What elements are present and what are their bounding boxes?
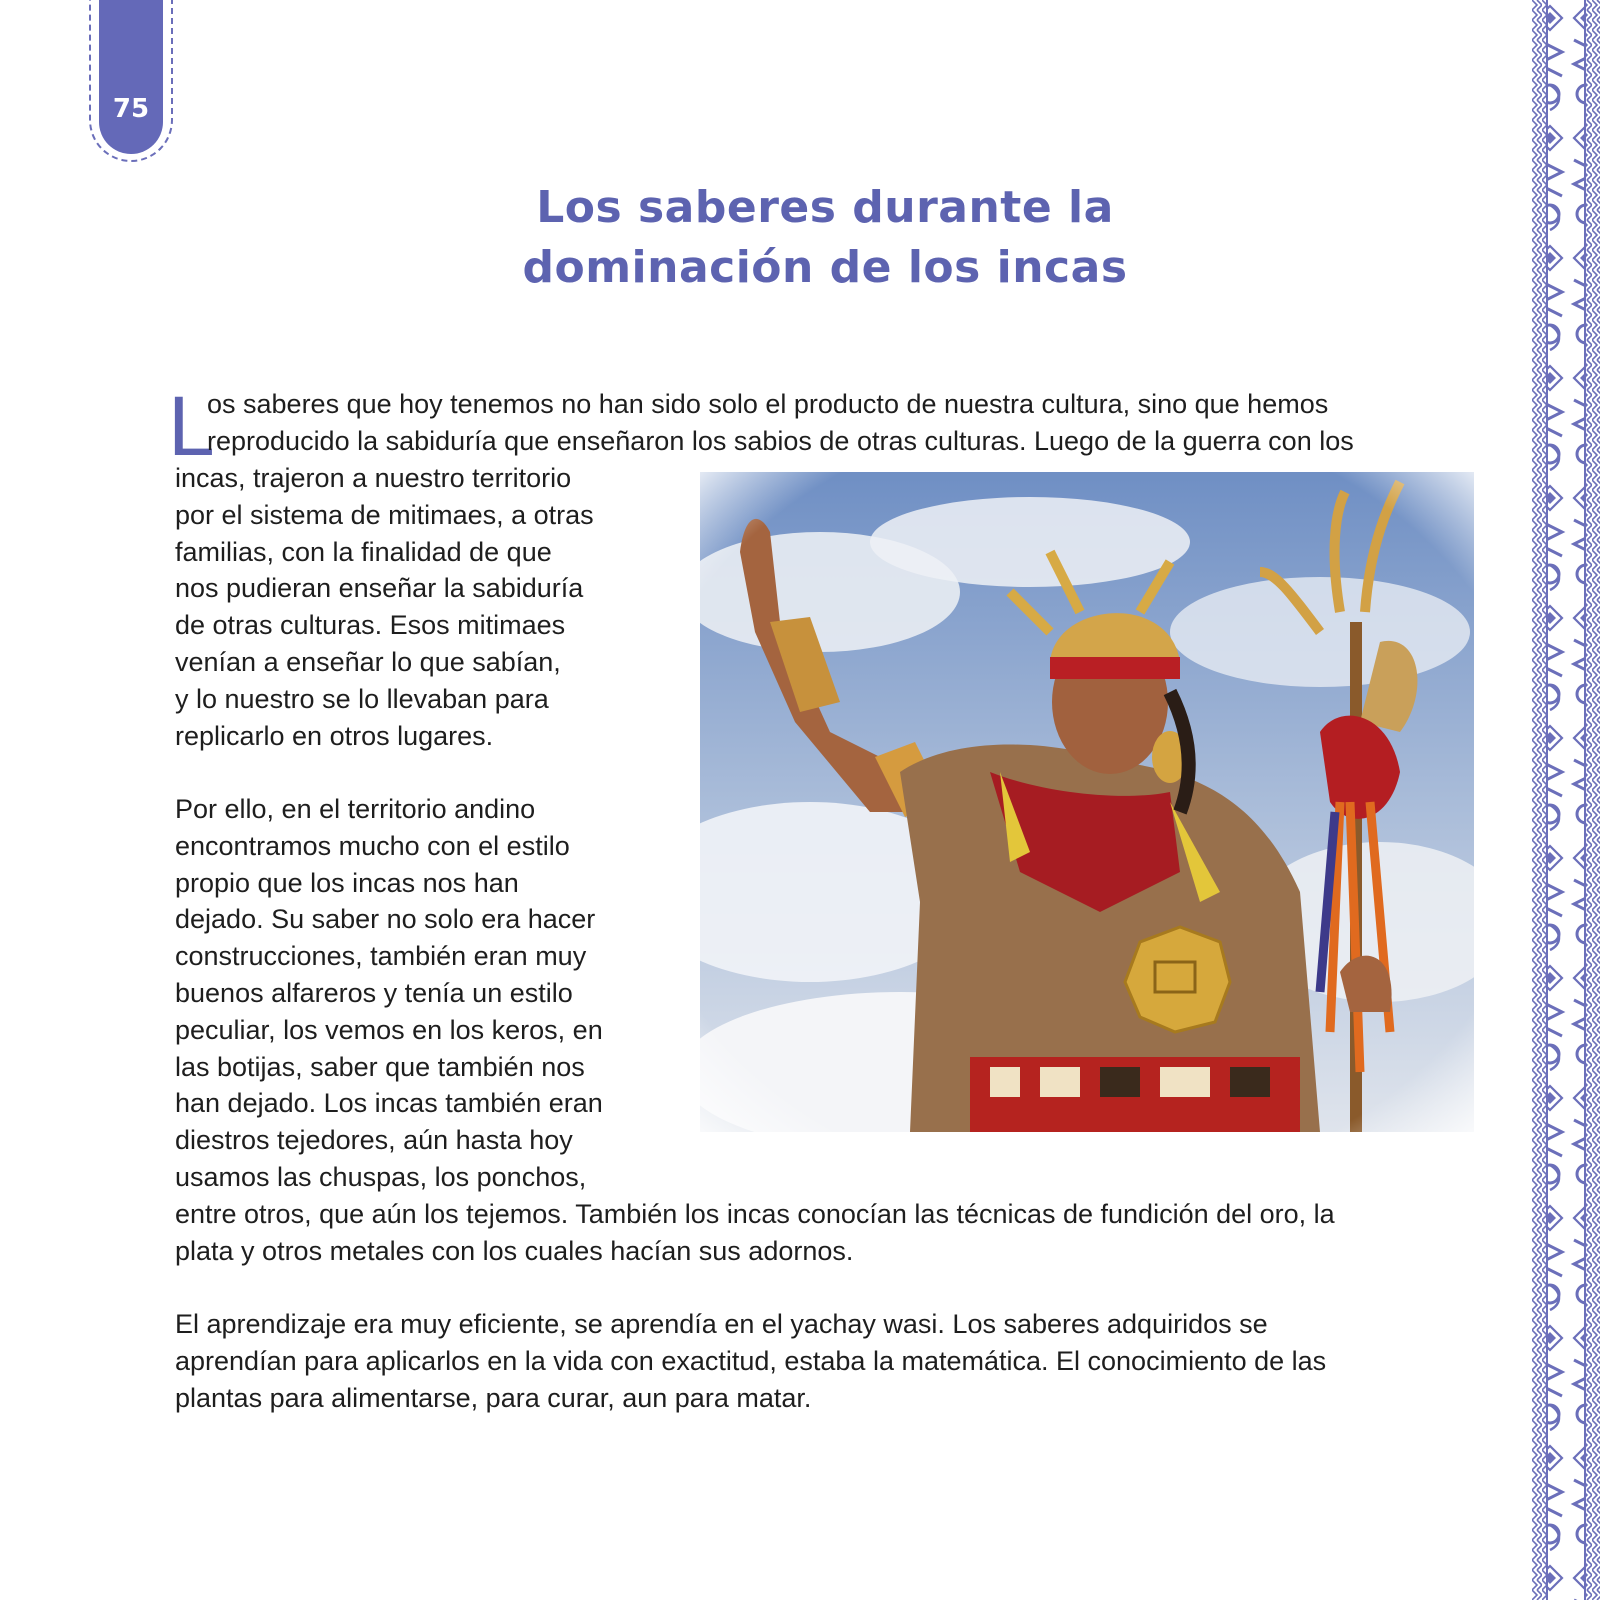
text-line: entre otros, que aún los tejemos. También los incas conocían las técnicas de fundición del oro, la <box>175 1199 1335 1229</box>
drop-cap: L <box>168 379 215 473</box>
text-line: peculiar, los vemos en los keros, en <box>175 1014 603 1045</box>
text-line: venían a enseñar lo que sabían, <box>175 646 561 677</box>
page-number: 75 <box>112 94 150 124</box>
text-line: y lo nuestro se lo llevaban para <box>175 683 549 714</box>
text-line: familias, con la finalidad de que <box>175 536 552 567</box>
text-line: diestros tejedores, aún hasta hoy <box>175 1125 573 1156</box>
text-line: nos pudieran enseñar la sabiduría <box>175 573 584 604</box>
text-line: encontramos mucho con el estilo <box>175 830 570 861</box>
text-line: de otras culturas. Esos mitimaes <box>175 610 566 641</box>
text-line: construcciones, también eran muy <box>175 941 587 972</box>
text-line: las botijas, saber que también nos <box>175 1051 585 1082</box>
text-line: plata y otros metales con los cuales hacían sus adornos. <box>175 1235 854 1266</box>
text-line: han dejado. Los incas también eran <box>175 1088 603 1119</box>
text-line: os saberes que hoy tenemos no han sido solo el producto de nuestra cultura, sino que hemos <box>207 389 1329 419</box>
text-line: aprendían para aplicarlos en la vida con exactitud, estaba la matemática. El conocimiento de las <box>175 1345 1327 1376</box>
text-line: buenos alfareros y tenía un estilo <box>175 977 573 1008</box>
text-line: plantas para alimentarse, para curar, aun para matar. <box>175 1382 812 1413</box>
inca-photo <box>700 472 1474 1132</box>
page-title <box>420 178 1230 298</box>
decorative-border <box>1532 0 1600 1600</box>
text-line: El aprendizaje era muy eficiente, se aprendía en el yachay wasi. Los saberes adquiridos se <box>175 1309 1268 1339</box>
title-line-1: Los saberes durante la <box>536 182 1114 233</box>
title-line-2: dominación de los incas <box>522 242 1128 293</box>
paragraph-1-side <box>175 460 594 754</box>
text-line: propio que los incas nos han <box>175 867 519 898</box>
paragraph-2-full <box>175 1196 1335 1270</box>
text-line: incas, trajeron a nuestro territorio <box>175 463 572 493</box>
paragraph-1-top <box>207 386 1354 460</box>
paragraph-3 <box>175 1306 1326 1416</box>
paragraph-2-side <box>175 791 603 1196</box>
text-line: usamos las chuspas, los ponchos, <box>175 1161 587 1192</box>
text-line: dejado. Su saber no solo era hacer <box>175 904 596 935</box>
text-line: reproducido la sabiduría que enseñaron los sabios de otras culturas. Luego de la guerra con los <box>207 425 1354 456</box>
text-line: por el sistema de mitimaes, a otras <box>175 499 594 530</box>
text-line: Por ello, en el territorio andino <box>175 794 536 824</box>
text-line: replicarlo en otros lugares. <box>175 720 494 751</box>
page-tab <box>99 0 163 154</box>
